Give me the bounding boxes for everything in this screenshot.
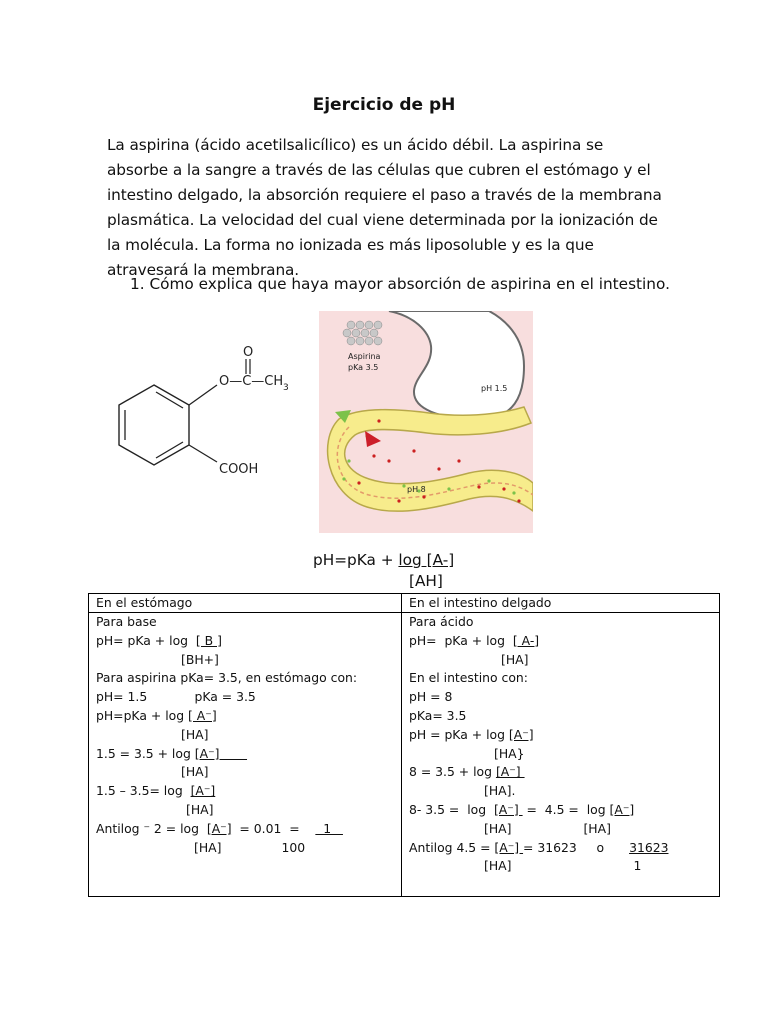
left-line-10: 1.5 – 3.5= log [A⁻]: [96, 783, 216, 799]
intestine-cell: [402, 613, 720, 897]
right-line-5: pH = 8: [409, 689, 453, 705]
ch3-subscript: 3: [283, 383, 289, 393]
right-line-4: En el intestino con:: [409, 670, 528, 686]
formula-lhs: pH=pKa +: [313, 551, 399, 569]
right-line-6: pKa= 3.5: [409, 707, 467, 723]
left-line-8: 1.5 = 3.5 + log [A⁻]: [96, 745, 248, 761]
intestine-ph-label: pH 8: [407, 485, 426, 494]
aspirina-label: Aspirina: [348, 352, 381, 361]
henderson-formula: [313, 551, 454, 569]
left-line-7: [HA]: [181, 726, 209, 742]
right-line-14: [HA] 1: [484, 858, 642, 874]
aspirin-molecules: [343, 321, 382, 345]
right-line-11: 8- 3.5 = log [A⁻] = 4.5 = log [A⁻]: [409, 801, 635, 817]
left-line-5: pH= 1.5 pKa = 3.5: [96, 689, 256, 705]
intro-paragraph: La aspirina (ácido acetilsalicílico) es un ácido débil. La aspirina se absorbe a la sangre a través de las células que cubren el estómago y el intestino delgado, la absorción requiere el paso a través de la membrana plasmática. La velocidad del cual viene determinada por la ionización de la molécula. La forma no ionizada es más liposoluble y es la que atravesará la membrana.: [107, 136, 662, 279]
right-line-13: Antilog 4.5 = [A⁻] = 31623 o 31623: [409, 839, 669, 855]
digestive-illustration: [319, 311, 533, 533]
right-line-1: Para ácido: [409, 614, 474, 629]
formula-denominator: [AH]: [409, 572, 443, 590]
left-line-11: [HA]: [186, 801, 214, 817]
right-line-2: pH= pKa + log [ A-]: [409, 632, 540, 648]
aspirin-structure: [104, 340, 304, 485]
left-line-2: pH= pKa + log [ B ]: [96, 632, 222, 648]
formula-log: log [A-]: [398, 551, 455, 569]
benzene-ring: [119, 385, 189, 465]
right-line-9: 8 = 3.5 + log [A⁻]: [409, 764, 525, 780]
ester-group: O—C—CH: [219, 374, 284, 389]
page-title: Ejercicio de pH: [312, 95, 456, 115]
pka-label: pKa 3.5: [348, 363, 379, 372]
carbonyl-oxygen: O: [243, 345, 254, 360]
header-intestine: [402, 594, 720, 613]
ph-table: [88, 593, 720, 897]
right-line-8: [HA}: [494, 745, 525, 761]
table-body-row: [89, 613, 720, 897]
right-line-7: pH = pKa + log [A⁻]: [409, 726, 534, 742]
table-header-row: [89, 594, 720, 613]
stomach-cell: [89, 613, 402, 897]
cooh-group: COOH: [219, 462, 259, 477]
stomach-ph-label: pH 1.5: [481, 384, 508, 393]
right-line-3: [HA]: [501, 651, 529, 667]
left-line-4: Para aspirina pKa= 3.5, en estómago con:: [96, 670, 358, 686]
header-stomach-label: En el estómago: [96, 595, 193, 610]
question-1: 1. Cómo explica que haya mayor absorción de aspirina en el intestino.: [130, 275, 670, 293]
left-line-6: pH=pKa + log [ A⁻]: [96, 707, 217, 723]
header-stomach: [89, 594, 402, 613]
left-line-12: Antilog ⁻ 2 = log [A⁻] = 0.01 = 1: [96, 820, 343, 836]
left-line-9: [HA]: [181, 764, 209, 780]
left-line-13: [HA] 100: [194, 839, 306, 855]
right-line-12: [HA] [HA]: [484, 820, 611, 836]
left-line-1: Para base: [96, 614, 157, 629]
right-line-10: [HA].: [484, 783, 516, 799]
left-line-3: [BH+]: [181, 651, 219, 667]
header-intestine-label: En el intestino delgado: [409, 595, 552, 610]
